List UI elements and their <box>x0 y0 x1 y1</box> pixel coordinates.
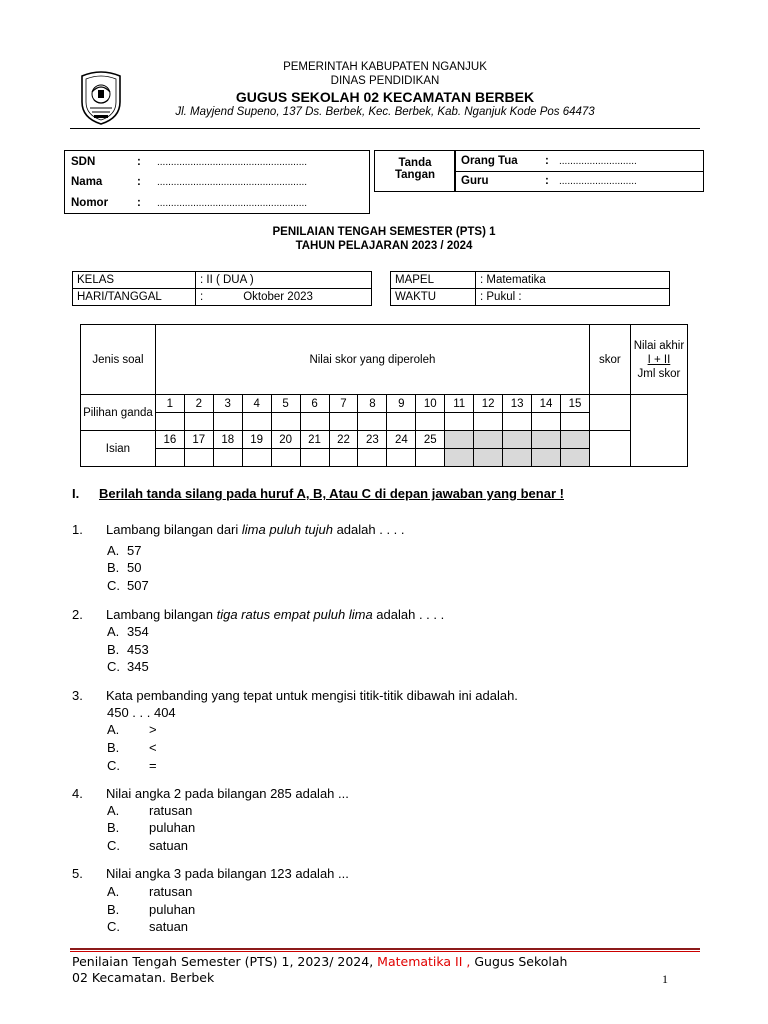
isian-score-cell[interactable] <box>213 449 242 467</box>
isian-score-cell[interactable] <box>155 449 184 467</box>
pg-score-cell[interactable] <box>213 413 242 431</box>
isian-skor-cell[interactable] <box>589 431 630 467</box>
section-instruction: I. Berilah tanda silang pada huruf A, B, Atau C di depan jawaban yang benar ! <box>72 486 564 501</box>
pg-number-cell: 3 <box>213 395 242 413</box>
pg-score-cell[interactable] <box>387 413 416 431</box>
header-divider <box>70 128 700 129</box>
skor-header: skor <box>589 325 630 395</box>
isian-empty-cell <box>503 449 532 467</box>
kelas-value: : II ( DUA ) <box>196 272 372 289</box>
signature-divider <box>455 171 703 172</box>
footer-rule-thin <box>70 951 700 952</box>
exam-title: PENILAIAN TENGAH SEMESTER (PTS) 1 <box>272 226 496 238</box>
mapel-value: : Matematika <box>476 272 670 289</box>
pg-score-cell[interactable] <box>445 413 474 431</box>
question-1-option-b[interactable]: B. 50 <box>107 560 142 575</box>
pg-number-cell: 11 <box>445 395 474 413</box>
tanda-label: Tanda <box>398 157 432 169</box>
isian-empty-cell <box>474 449 503 467</box>
question-3-expression: 450 . . . 404 <box>107 705 176 720</box>
footer-subject: Matematika II , <box>377 954 471 969</box>
isian-label: Isian <box>81 431 156 467</box>
pg-score-cell[interactable] <box>358 413 387 431</box>
question-2-option-c[interactable]: C. 345 <box>107 659 149 674</box>
footer-rule-thick <box>70 948 700 950</box>
pg-score-cell[interactable] <box>300 413 329 431</box>
identity-row-sdn[interactable]: SDN : ...................................................... <box>71 156 308 168</box>
isian-score-cell[interactable] <box>387 449 416 467</box>
hari-label: HARI/TANGGAL <box>73 289 196 306</box>
class-info-table <box>72 271 372 306</box>
pg-number-cell: 9 <box>387 395 416 413</box>
footer-line-2: 02 Kecamatan. Berbek <box>72 970 215 985</box>
question-5: 5. Nilai angka 3 pada bilangan 123 adalah ... <box>72 866 349 881</box>
isian-score-cell[interactable] <box>329 449 358 467</box>
header-line-1: PEMERINTAH KABUPATEN NGANJUK <box>283 61 487 73</box>
pg-number-cell: 7 <box>329 395 358 413</box>
isian-number-cell: 19 <box>242 431 271 449</box>
hari-value: : Oktober 2023 <box>196 289 372 306</box>
signature-label-box <box>374 150 456 192</box>
isian-empty-cell <box>532 449 561 467</box>
isian-number-cell: 25 <box>416 431 445 449</box>
identity-row-nama[interactable]: Nama : ...................................................... <box>71 176 308 188</box>
subject-info-table <box>390 271 670 306</box>
question-1-option-c[interactable]: C. 507 <box>107 578 149 593</box>
isian-number-cell: 18 <box>213 431 242 449</box>
question-1-option-a[interactable]: A. 57 <box>107 543 142 558</box>
pg-score-cell[interactable] <box>561 413 590 431</box>
signature-row-parent[interactable]: Orang Tua : ............................ <box>461 155 637 167</box>
question-5-option-c[interactable]: C. satuan <box>107 919 189 934</box>
pg-number-cell: 15 <box>561 395 590 413</box>
isian-empty-cell <box>561 449 590 467</box>
isian-number-row <box>81 431 688 449</box>
signature-box <box>454 150 704 192</box>
question-3-option-c[interactable]: C. = <box>107 758 157 773</box>
pg-score-cell[interactable] <box>184 413 213 431</box>
isian-score-cell[interactable] <box>416 449 445 467</box>
pg-score-cell[interactable] <box>503 413 532 431</box>
isian-score-cell[interactable] <box>358 449 387 467</box>
question-3-option-a[interactable]: A. > <box>107 722 157 737</box>
isian-score-cell[interactable] <box>242 449 271 467</box>
nilai-akhir-cell[interactable] <box>630 395 687 467</box>
tangan-label: Tangan <box>394 169 436 181</box>
isian-empty-cell <box>503 431 532 449</box>
isian-number-cell: 20 <box>271 431 300 449</box>
pg-number-cell: 6 <box>300 395 329 413</box>
regency-emblem-icon <box>76 70 126 126</box>
kelas-label: KELAS <box>73 272 196 289</box>
pg-score-cell[interactable] <box>329 413 358 431</box>
isian-number-cell: 16 <box>155 431 184 449</box>
signature-row-teacher[interactable]: Guru : ............................ <box>461 175 637 187</box>
score-table <box>80 324 688 467</box>
pg-number-cell: 5 <box>271 395 300 413</box>
question-3: 3. Kata pembanding yang tepat untuk mengisi titik-titik dibawah ini adalah. <box>72 688 518 703</box>
isian-score-cell[interactable] <box>300 449 329 467</box>
isian-score-cell[interactable] <box>184 449 213 467</box>
pg-number-cell: 1 <box>155 395 184 413</box>
pg-number-cell: 12 <box>474 395 503 413</box>
pg-score-cell[interactable] <box>416 413 445 431</box>
pg-number-cell: 2 <box>184 395 213 413</box>
pg-score-cell[interactable] <box>532 413 561 431</box>
isian-empty-cell <box>474 431 503 449</box>
jenis-soal-header: Jenis soal <box>81 325 156 395</box>
pg-score-cell[interactable] <box>474 413 503 431</box>
isian-score-cell[interactable] <box>271 449 300 467</box>
pg-number-cell: 13 <box>503 395 532 413</box>
isian-number-cell: 22 <box>329 431 358 449</box>
page-number: 1 <box>662 972 668 986</box>
nilai-akhir-header: Nilai akhir I + II Jml skor <box>630 325 687 395</box>
pg-score-cell[interactable] <box>242 413 271 431</box>
pg-number-cell: 4 <box>242 395 271 413</box>
header-school-group: GUGUS SEKOLAH 02 KECAMATAN BERBEK <box>235 89 535 105</box>
isian-empty-cell <box>445 449 474 467</box>
header-address: Jl. Mayjend Supeno, 137 Ds. Berbek, Kec. Berbek, Kab. Nganjuk Kode Pos 64473 <box>175 106 595 118</box>
pg-number-cell: 14 <box>532 395 561 413</box>
mapel-label: MAPEL <box>391 272 476 289</box>
question-4-option-c[interactable]: C. satuan <box>107 838 189 853</box>
pg-score-cell[interactable] <box>155 413 184 431</box>
question-3-option-b[interactable]: B. < <box>107 740 157 755</box>
question-4-option-a[interactable]: A. ratusan <box>107 803 193 818</box>
question-1: 1. Lambang bilangan dari lima puluh tujuh adalah . . . . <box>72 522 405 537</box>
question-5-option-a[interactable]: A. ratusan <box>107 884 193 899</box>
question-5-option-b[interactable]: B. puluhan <box>107 902 196 917</box>
question-4-option-b[interactable]: B. puluhan <box>107 820 196 835</box>
pilihan-ganda-label: Pilihan ganda <box>81 395 156 431</box>
header-line-2: DINAS PENDIDIKAN <box>330 75 440 87</box>
pg-number-cell: 10 <box>416 395 445 413</box>
question-2: 2. Lambang bilangan tiga ratus empat puluh lima adalah . . . . <box>72 607 445 622</box>
isian-number-cell: 17 <box>184 431 213 449</box>
identity-row-nomor[interactable]: Nomor : ...................................................... <box>71 197 308 209</box>
isian-number-cell: 21 <box>300 431 329 449</box>
waktu-label: WAKTU <box>391 289 476 306</box>
isian-number-cell: 23 <box>358 431 387 449</box>
footer-line-1: Penilaian Tengah Semester (PTS) 1, 2023/ 2024, Matematika II , Gugus Sekolah <box>72 954 568 969</box>
pg-score-cell[interactable] <box>271 413 300 431</box>
pilihan-ganda-number-row <box>81 395 688 413</box>
isian-empty-cell <box>561 431 590 449</box>
isian-number-cell: 24 <box>387 431 416 449</box>
isian-empty-cell <box>532 431 561 449</box>
pg-skor-cell[interactable] <box>589 395 630 431</box>
waktu-value: : Pukul : <box>476 289 670 306</box>
nilai-skor-header: Nilai skor yang diperoleh <box>155 325 589 395</box>
question-4: 4. Nilai angka 2 pada bilangan 285 adalah ... <box>72 786 349 801</box>
pg-number-cell: 8 <box>358 395 387 413</box>
question-2-option-b[interactable]: B. 453 <box>107 642 149 657</box>
identity-box <box>64 150 370 214</box>
exam-year: TAHUN PELAJARAN 2023 / 2024 <box>295 240 473 252</box>
isian-empty-cell <box>445 431 474 449</box>
question-2-option-a[interactable]: A. 354 <box>107 624 149 639</box>
